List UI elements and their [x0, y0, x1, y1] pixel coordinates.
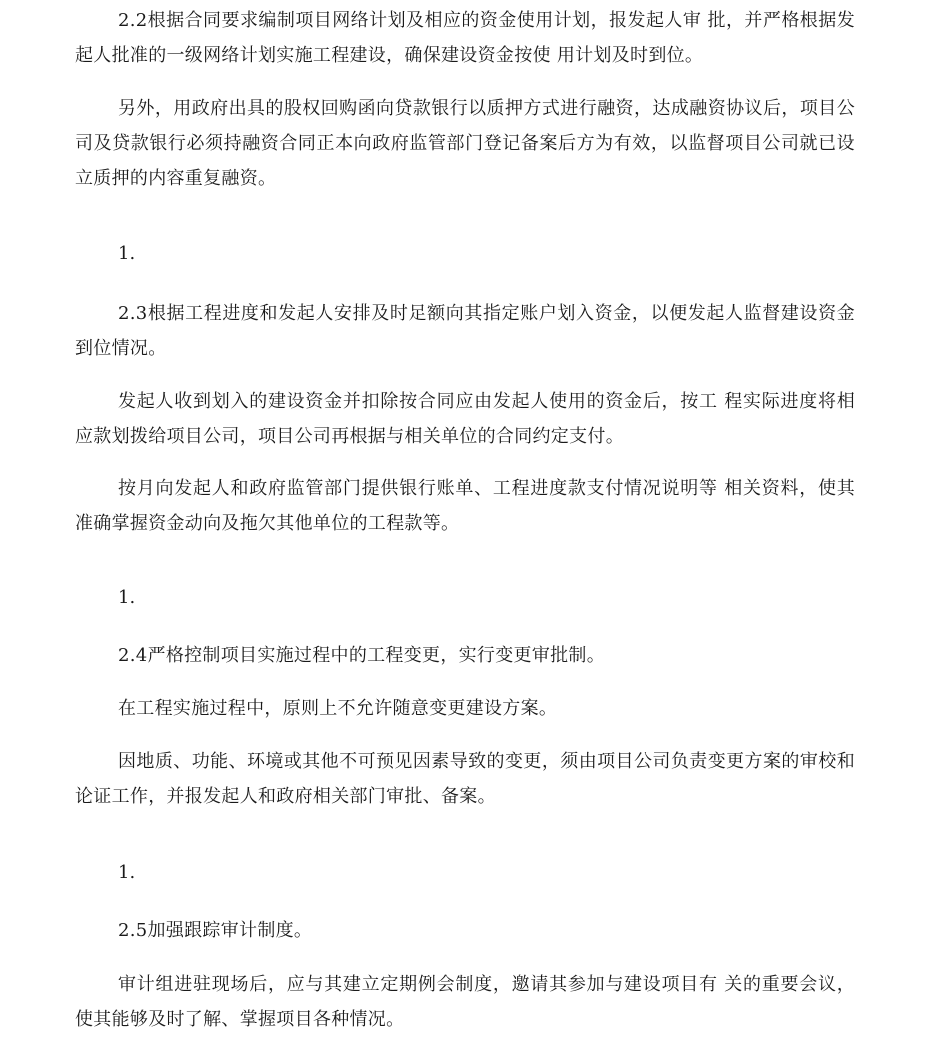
paragraph-2-3: 2.3根据工程进度和发起人安排及时足额向其指定账户划入资金，以便发起人监督建设资金到位情况。 — [75, 303, 855, 359]
list-number: 1. — [118, 587, 136, 608]
paragraph-2-2: 2.2根据合同要求编制项目网络计划及相应的资金使用计划，报发起人审 批，并严格根据发起人批准的一级网络计划实施工程建设，确保建设资金按使 用计划及时到位。 — [75, 10, 855, 66]
list-number: 1. — [118, 243, 136, 264]
paragraph-2-5: 2.5加强跟踪审计制度。 — [118, 920, 313, 941]
paragraph-no-arbitrary-change: 在工程实施过程中，原则上不允许随意变更建设方案。 — [118, 698, 558, 719]
paragraph-financing: 另外，用政府出具的股权回购函向贷款银行以质押方式进行融资，达成融资协议后，项目公司及贷款银行必须持融资合同正本向政府监管部门登记备案后方为有效，以监督项目公司就已设立质押的内容重复融资。 — [75, 98, 855, 189]
paragraph-fund-transfer: 发起人收到划入的建设资金并扣除按合同应由发起人使用的资金后，按工 程实际进度将相应款划拨给项目公司，项目公司再根据与相关单位的合同约定支付。 — [75, 391, 855, 447]
paragraph-2-4: 2.4严格控制项目实施过程中的工程变更，实行变更审批制。 — [118, 645, 606, 666]
paragraph-monthly-report: 按月向发起人和政府监管部门提供银行账单、工程进度款支付情况说明等 相关资料，使其准确掌握资金动向及拖欠其他单位的工程款等。 — [75, 478, 855, 534]
paragraph-audit: 审计组进驻现场后，应与其建立定期例会制度，邀请其参加与建设项目有 关的重要会议，使其能够及时了解、掌握项目各种情况。 — [75, 974, 855, 1030]
list-number: 1. — [118, 862, 136, 883]
paragraph-change-approval: 因地质、功能、环境或其他不可预见因素导致的变更，须由项目公司负责变更方案的审校和论证工作，并报发起人和政府相关部门审批、备案。 — [75, 751, 855, 807]
